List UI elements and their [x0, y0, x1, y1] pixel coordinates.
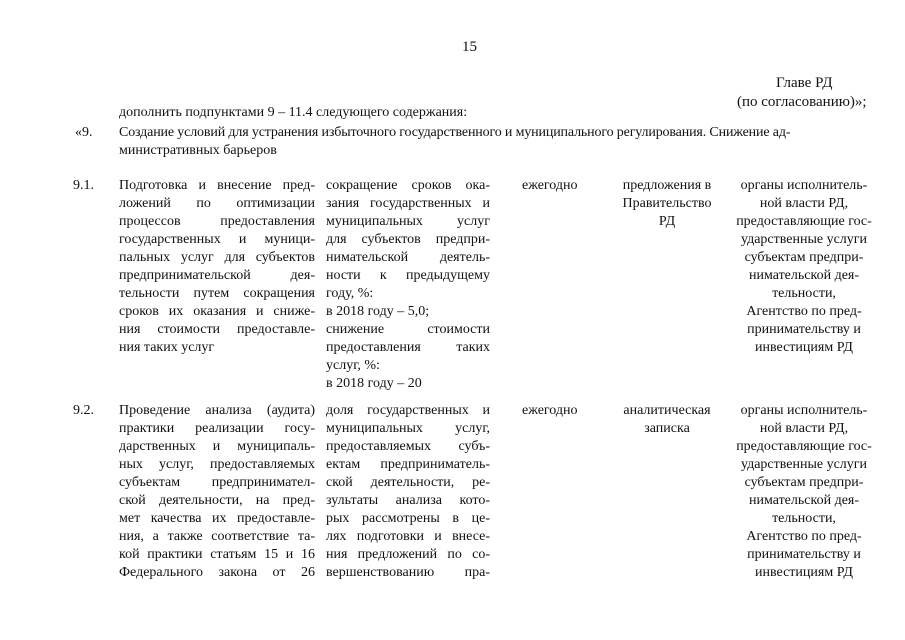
page-number: 15	[462, 39, 477, 55]
term-cell: ежегодно	[522, 403, 578, 418]
activity-cell: Проведение анализа (аудита) практики реализации госу- дарственных и муниципаль- ных услуг, предоставляемых субъектам предпринимател- ской деятельности, на пред- мет качества их предоставле- ния, а также соответствие та- кой практики статьям 15 и 16 Федерального закона от 26	[119, 403, 315, 580]
indicator-cell: сокращение сроков ока- зания государственных и муниципальных услуг для субъектов предпри- нимательской деятель- ности к предыдущему году, %: в 2018 году – 5,0; снижение стоимости предоставления таких услуг, %: в 2018 году – 20	[326, 178, 490, 391]
section-number: «9.	[75, 125, 93, 140]
result-cell: предложения в Правительство РД	[622, 178, 712, 229]
row-number: 9.2.	[73, 403, 94, 418]
approval-note: (по согласованию)»;	[737, 94, 867, 110]
term-cell: ежегодно	[522, 178, 578, 193]
section-title-line-2: министративных барьеров	[119, 143, 277, 158]
responsible-cell: органы исполнитель- ной власти РД, предоставляющие гос- ударственные услуги субъектам предпри- нимательской дея- тельности, Агентство по пред- принимательству и инвестициям РД	[736, 178, 872, 355]
activity-cell: Подготовка и внесение пред- ложений по оптимизации процессов предоставления государственных и муници- пальных услуг для субъектов предпринимательской дея- тельности путем сокращения сроков их оказания и сниже- ния стоимости предоставле- ния таких услуг	[119, 178, 315, 355]
section-title-line-1: Создание условий для устранения избыточного государственного и муниципального регулирования. Снижение ад-	[119, 125, 791, 140]
indicator-cell: доля государственных и муниципальных услуг, предоставляемых субъ- ектам предприниматель- ской деятельности, ре- зультаты анализа кото- рых рассмотрены в це- лях подготовки и внесе- ния предложений по со- вершенствованию пра-	[326, 403, 490, 580]
responsible-cell: органы исполнитель- ной власти РД, предоставляющие гос- ударственные услуги субъектам предпри- нимательской дея- тельности, Агентство по пред- принимательству и инвестициям РД	[736, 403, 872, 580]
addressee: Главе РД	[776, 75, 833, 91]
row-number: 9.1.	[73, 178, 94, 193]
result-cell: аналитическая записка	[623, 403, 711, 436]
intro-line: дополнить подпунктами 9 – 11.4 следующего содержания:	[119, 105, 468, 120]
